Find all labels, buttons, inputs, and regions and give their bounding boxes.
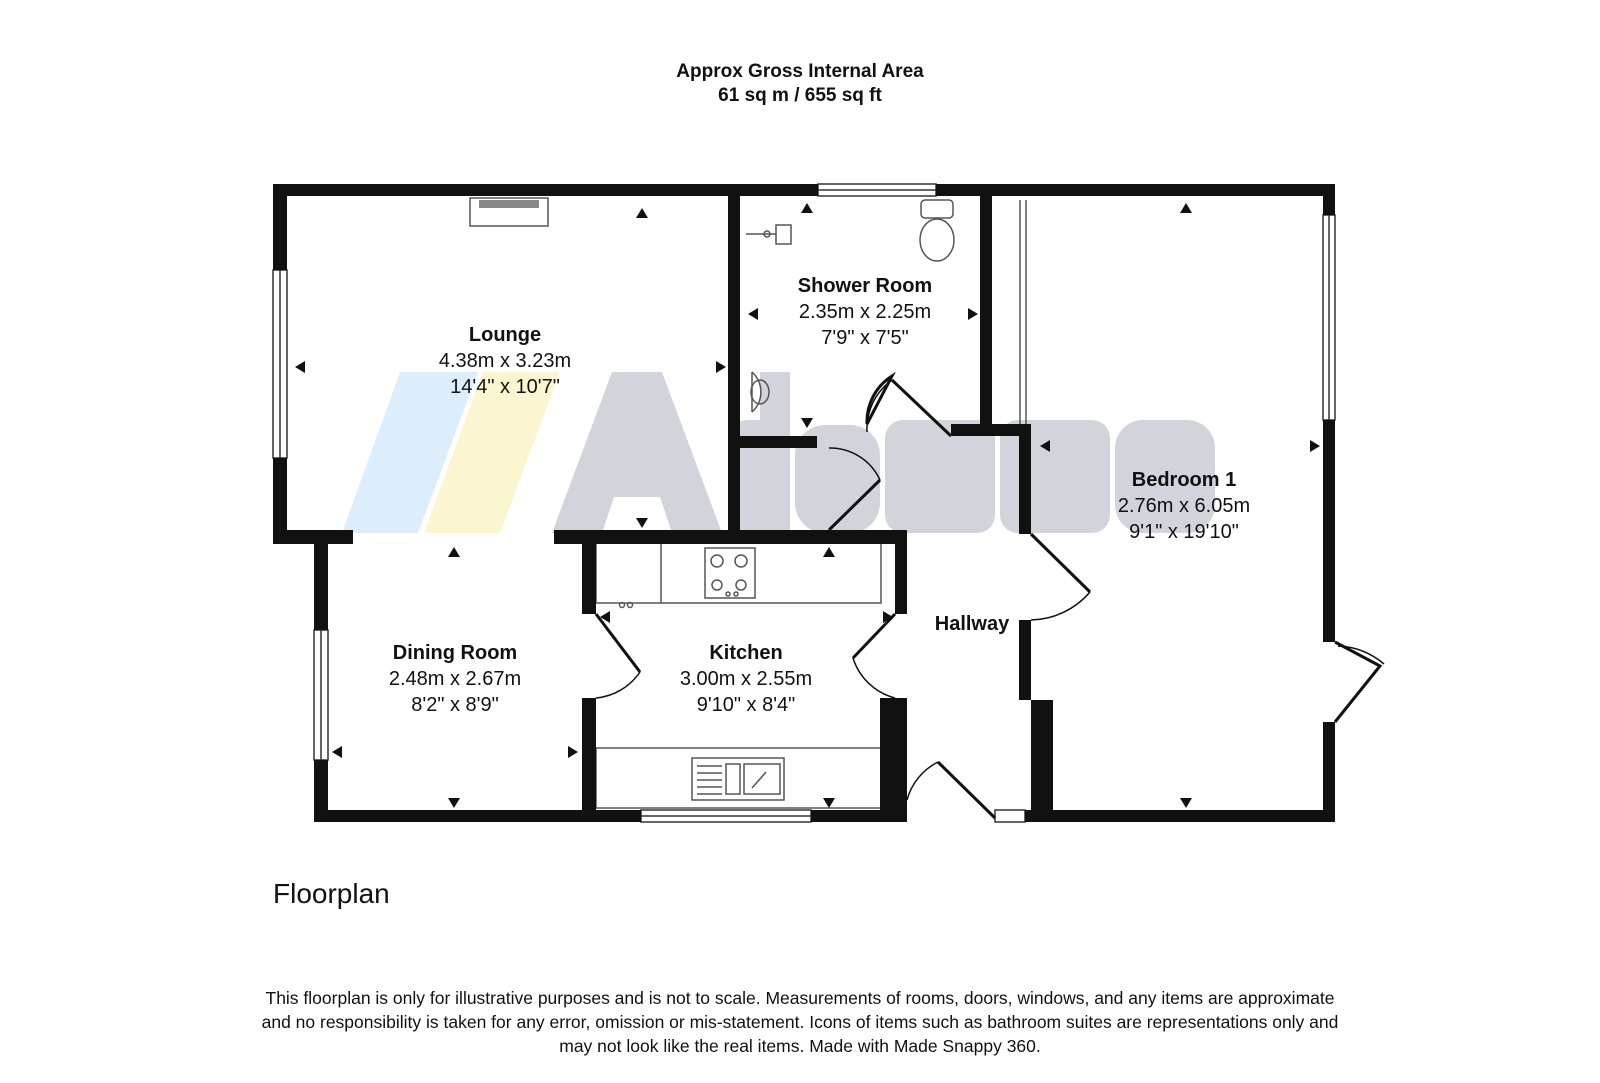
window-hallway — [995, 810, 1025, 822]
disclaimer-line: and no responsibility is taken for any error, omission or mis-statement. Icons of items such as bathroom suites are representations only and — [261, 1012, 1339, 1032]
room-label-kitchen — [626, 640, 866, 718]
disclaimer-line: may not look like the real items. Made with Made Snappy 360. — [559, 1036, 1041, 1056]
room-label-lounge — [385, 322, 625, 400]
room-name: Hallway — [934, 613, 1010, 635]
room-metric: 2.35m x 2.25m — [798, 301, 932, 323]
hob-icon — [705, 548, 755, 598]
door-front — [938, 762, 995, 818]
room-imperial: 9'10" x 8'4" — [696, 694, 796, 716]
room-metric: 2.76m x 6.05m — [1117, 495, 1251, 517]
room-imperial: 14'4" x 10'7" — [450, 376, 560, 398]
room-name: Lounge — [468, 324, 542, 346]
room-label-dining — [335, 640, 575, 718]
room-name: Bedroom 1 — [1131, 469, 1237, 491]
heater-icon — [746, 225, 791, 244]
room-name: Shower Room — [797, 275, 933, 297]
toilet-icon — [920, 200, 954, 261]
room-metric: 2.48m x 2.67m — [388, 668, 522, 690]
door-bedroom-external — [1335, 642, 1380, 722]
room-name: Dining Room — [392, 642, 518, 664]
room-metric: 3.00m x 2.55m — [679, 668, 813, 690]
room-imperial: 9'1" x 19'10" — [1129, 521, 1239, 543]
disclaimer — [200, 986, 1400, 1058]
room-metric: 4.38m x 3.23m — [438, 350, 572, 372]
kitchen-sink-icon — [692, 758, 784, 800]
room-label-shower — [745, 273, 985, 351]
room-imperial: 7'9" x 7'5" — [821, 327, 909, 349]
room-name: Kitchen — [709, 642, 783, 664]
room-label-hallway — [852, 611, 1092, 637]
room-label-bedroom — [1064, 467, 1304, 545]
kitchen-counter-bottom — [596, 748, 881, 808]
area-size: 61 sq m / 655 sq ft — [718, 85, 882, 106]
floor-name: Floorplan — [273, 878, 390, 909]
room-imperial: 8'2" x 8'9" — [411, 694, 499, 716]
area-title: Approx Gross Internal Area — [676, 61, 924, 82]
disclaimer-line: This floorplan is only for illustrative purposes and is not to scale. Measurements of rooms, doors, windows, and any items are approximate — [265, 988, 1335, 1008]
